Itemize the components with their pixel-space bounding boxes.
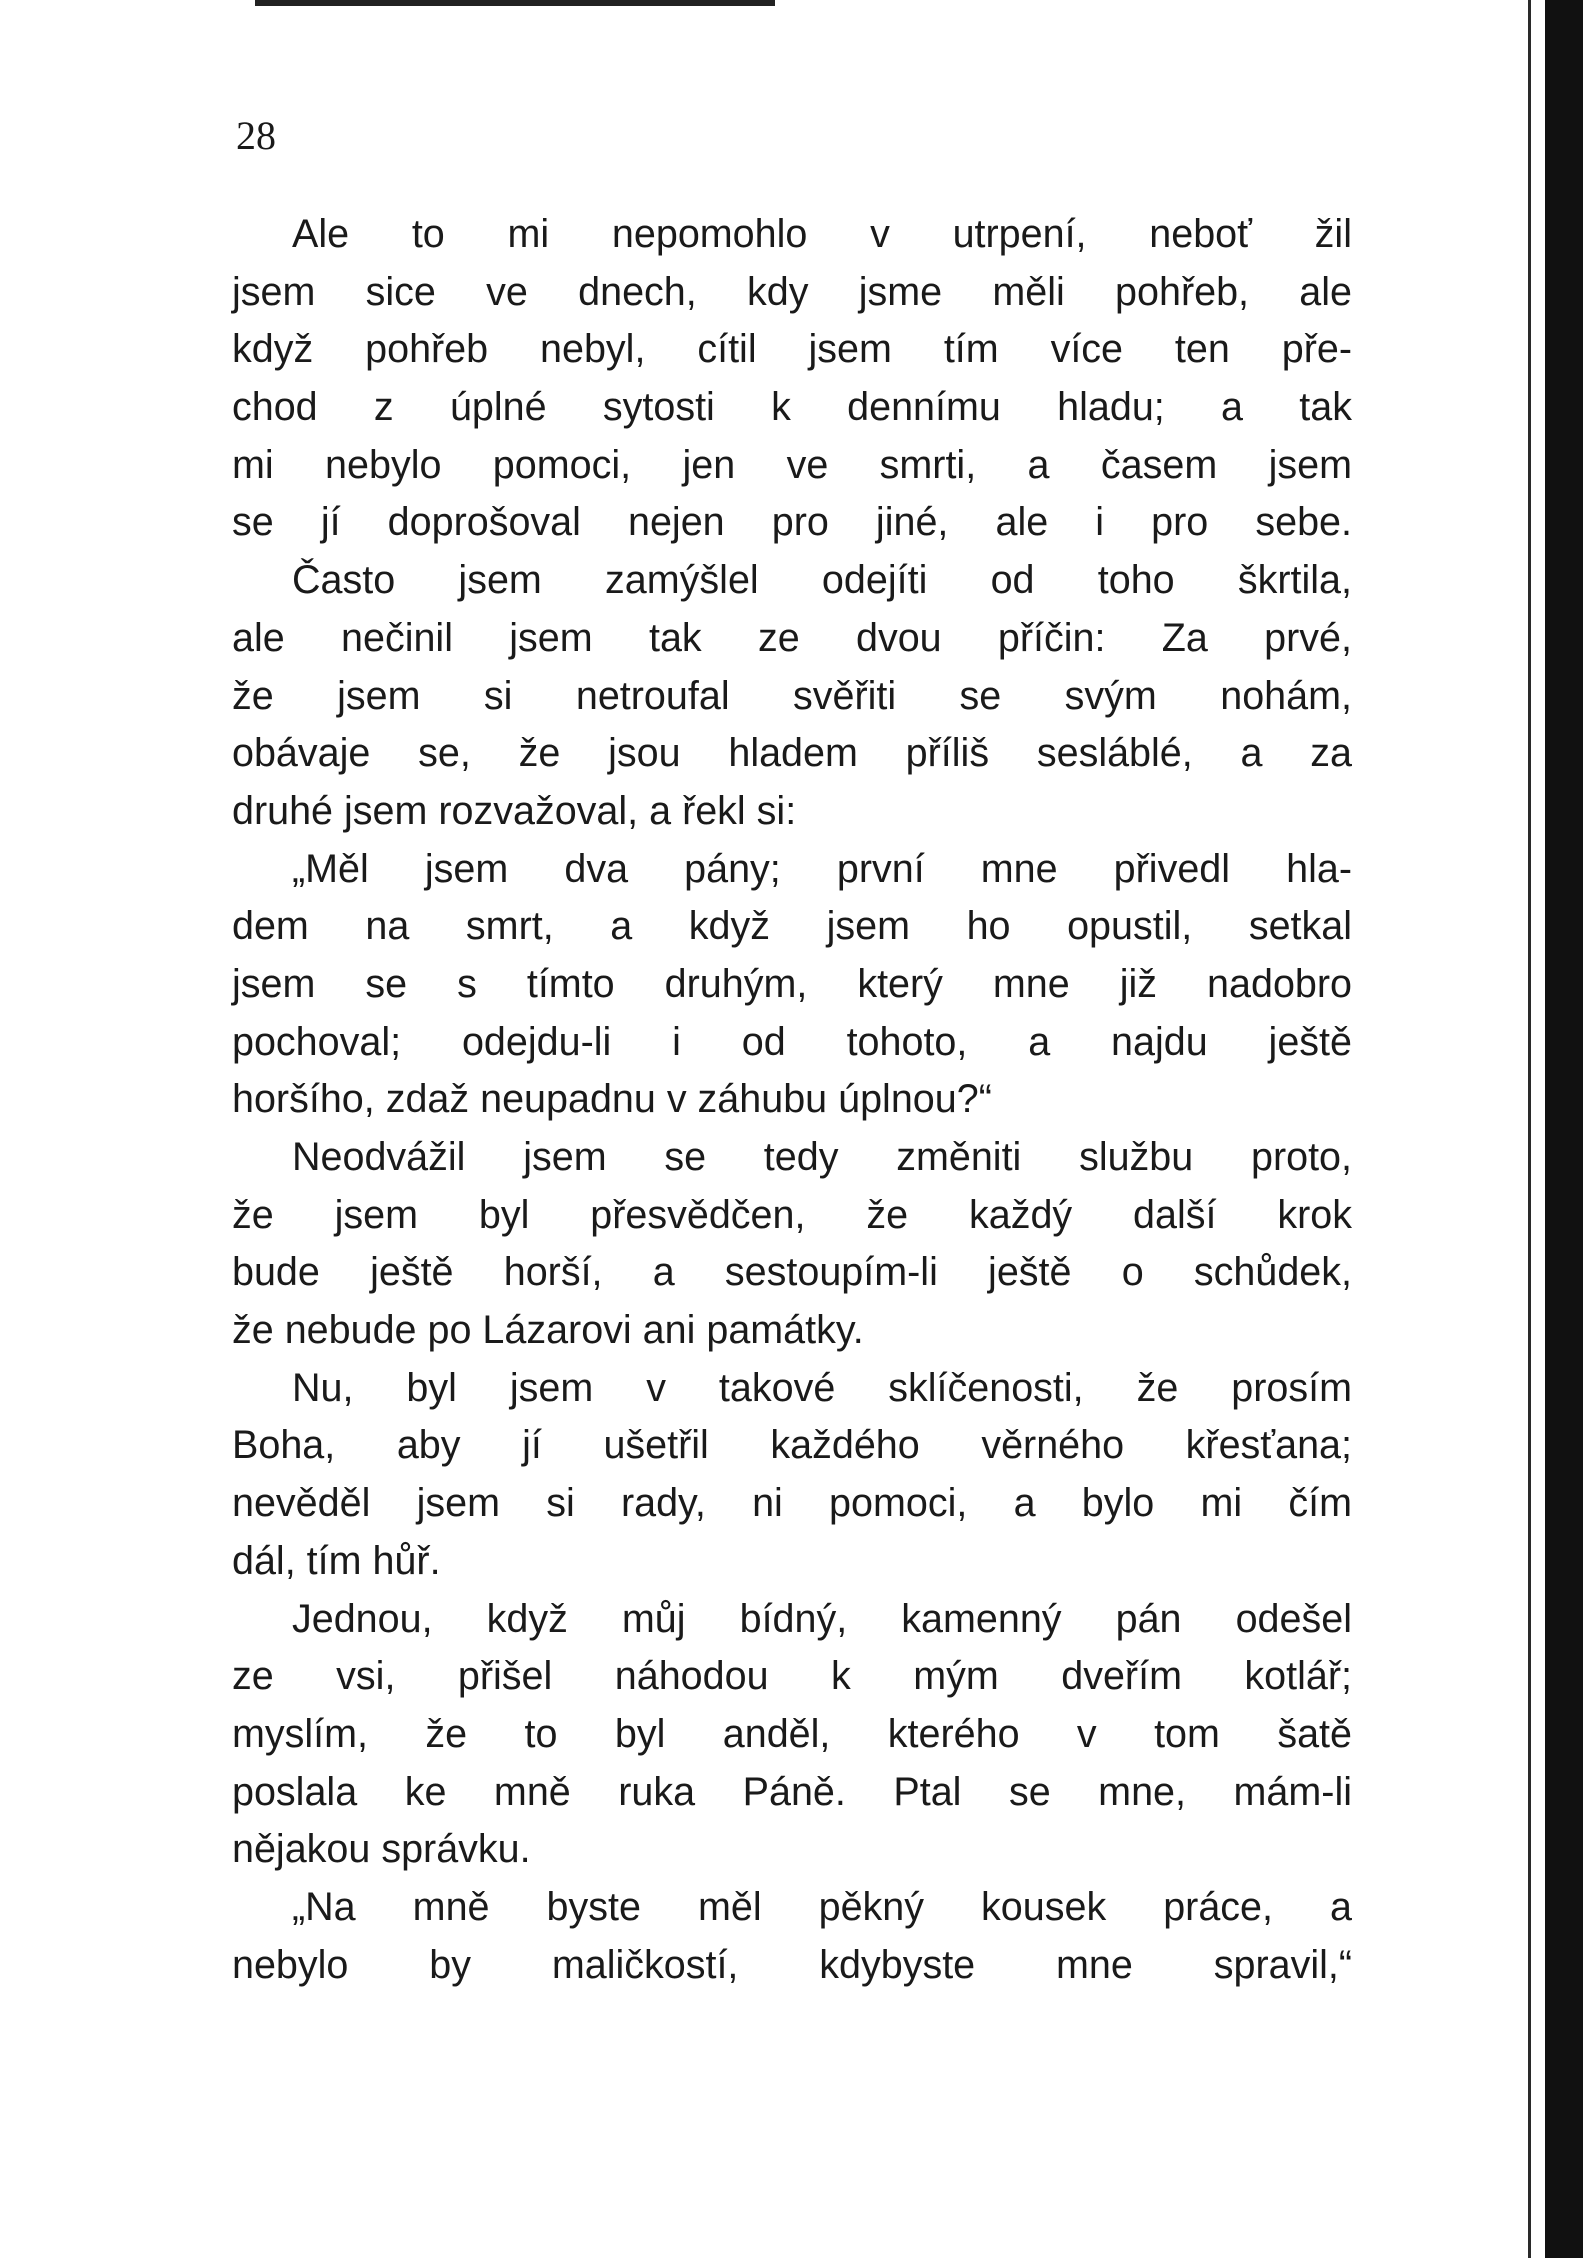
text-line: jsem sice ve dnech, kdy jsme měli pohřeb, ale	[232, 269, 1352, 314]
text-line: druhé jsem rozvažoval, a řekl si:	[232, 788, 797, 833]
text-line: Neodvážil jsem se tedy změniti službu proto,	[292, 1135, 1352, 1179]
text-line: ze vsi, přišel náhodou k mým dveřím kotlář;	[232, 1654, 1352, 1699]
page-number: 28	[236, 113, 276, 158]
text-line: jsem se s tímto druhým, který mne již nadobro	[232, 961, 1352, 1006]
text-line: Ale to mi nepomohlo v utrpení, neboť žil	[292, 212, 1352, 256]
text-line: dem na smrt, a když jsem ho opustil, setkal	[232, 904, 1352, 949]
text-line: bude ještě horší, a sestoupím-li ještě o schůdek,	[232, 1250, 1352, 1295]
text-line: obávaje se, že jsou hladem příliš sesláblé, a za	[232, 731, 1352, 776]
text-line: „Na mně byste měl pěkný kousek práce, a	[292, 1884, 1352, 1929]
top-rule	[255, 0, 775, 6]
text-line: dál, tím hůř.	[232, 1538, 441, 1583]
text-line: se jí doprošoval nejen pro jiné, ale i pro sebe.	[232, 500, 1352, 545]
text-line: chod z úplné sytosti k dennímu hladu; a tak	[232, 385, 1352, 430]
text-line: pochoval; odejdu-li i od tohoto, a najdu ještě	[232, 1019, 1352, 1064]
text-line: když pohřeb nebyl, cítil jsem tím více ten pře-	[232, 327, 1352, 372]
text-line: horšího, zdaž neupadnu v záhubu úplnou?“	[232, 1077, 992, 1122]
text-line: nějakou správku.	[232, 1827, 531, 1872]
body-text	[232, 206, 1352, 1994]
text-line: „Měl jsem dva pány; první mne přivedl hla-	[292, 846, 1352, 891]
binding-line	[1528, 0, 1531, 2258]
text-line: Často jsem zamýšlel odejíti od toho škrtila,	[292, 558, 1352, 603]
text-line: Boha, aby jí ušetřil každého věrného křesťana;	[232, 1423, 1352, 1468]
text-line: mi nebylo pomoci, jen ve smrti, a časem jsem	[232, 442, 1352, 487]
text-line: ale nečinil jsem tak ze dvou příčin: Za prvé,	[232, 615, 1352, 660]
text-line: Nu, byl jsem v takové sklíčenosti, že prosím	[292, 1365, 1352, 1410]
text-line: myslím, že to byl anděl, kterého v tom šatě	[232, 1711, 1352, 1756]
text-line: že jsem byl přesvědčen, že každý další krok	[232, 1192, 1352, 1237]
text-line: nevěděl jsem si rady, ni pomoci, a bylo mi čím	[232, 1481, 1352, 1526]
text-line: poslala ke mně ruka Páně. Ptal se mne, mám-li	[232, 1769, 1352, 1814]
binding-edge	[1545, 0, 1583, 2258]
text-line: že jsem si netroufal svěřiti se svým nohám,	[232, 673, 1352, 718]
text-line: Jednou, když můj bídný, kamenný pán odešel	[292, 1596, 1352, 1641]
text-line: že nebude po Lázarovi ani památky.	[232, 1308, 864, 1353]
text-line: nebylo by maličkostí, kdybyste mne spravil,“	[232, 1942, 1352, 1987]
